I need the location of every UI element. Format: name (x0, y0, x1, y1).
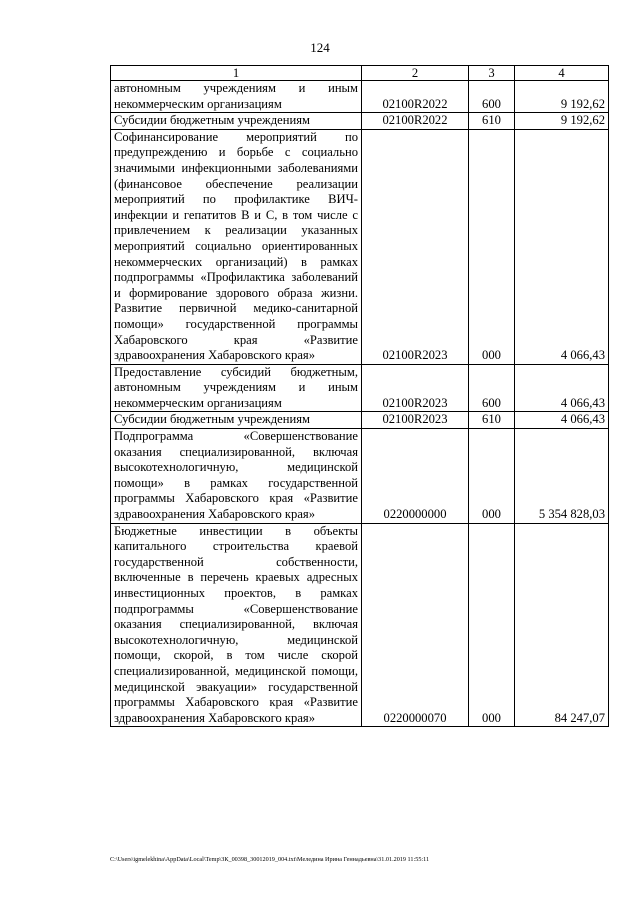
column-header-4: 4 (515, 66, 609, 81)
row-name: Бюджетные инвестиции в объекты капитального строительства краевой государственной собственности, включенные в перечень краевых адресных инвестиционных проектов, в рамках подпрограммы «Совершенствование оказания специализированной, включая высокотехнологичную, медицинской помощи, скорой, в том числе скорой специализированной, медицинской помощи, медицинской эвакуации» государственной программы Хабаровского края «Развитие здравоохранения Хабаровского края» (111, 523, 362, 727)
row-type: 000 (469, 129, 515, 364)
table-row (111, 523, 609, 727)
row-type: 610 (469, 113, 515, 130)
row-code: 02100R2023 (362, 364, 469, 412)
row-type: 000 (469, 429, 515, 524)
table-row (111, 81, 609, 113)
table-header-row (111, 66, 609, 81)
table-row (111, 412, 609, 429)
row-amount: 84 247,07 (515, 523, 609, 727)
row-name: Софинансирование мероприятий по предупреждению и борьбе с социально значимыми инфекционными заболеваниями (финансовое обеспечение реализации мероприятий по профилактике ВИЧ-инфекции и гепатитов В и С, в том числе с привлечением к реализации указанных мероприятий социально ориентированных некоммерческих организаций) в рамках подпрограммы «Профилактика заболеваний и формирование здорового образа жизни. Развитие первичной медико-санитарной помощи» государственной программы Хабаровского края «Развитие здравоохранения Хабаровского края» (111, 129, 362, 364)
row-name: Субсидии бюджетным учреждениям (111, 412, 362, 429)
column-header-1: 1 (111, 66, 362, 81)
row-amount: 5 354 828,03 (515, 429, 609, 524)
row-type: 000 (469, 523, 515, 727)
row-code: 02100R2022 (362, 81, 469, 113)
table-row (111, 364, 609, 412)
row-amount: 4 066,43 (515, 364, 609, 412)
table-row (111, 429, 609, 524)
row-name: автономным учреждениям и иным некоммерческим организациям (111, 81, 362, 113)
row-name: Предоставление субсидий бюджетным, автономным учреждениям и иным некоммерческим организациям (111, 364, 362, 412)
row-type: 600 (469, 364, 515, 412)
row-code: 02100R2023 (362, 129, 469, 364)
row-amount: 9 192,62 (515, 113, 609, 130)
row-amount: 4 066,43 (515, 412, 609, 429)
table-row (111, 129, 609, 364)
row-amount: 4 066,43 (515, 129, 609, 364)
row-name: Подпрограмма «Совершенствование оказания специализированной, включая высокотехнологичную, медицинской помощи» в рамках государственной программы Хабаровского края «Развитие здравоохранения Хабаровского края» (111, 429, 362, 524)
row-code: 0220000070 (362, 523, 469, 727)
row-code: 02100R2023 (362, 412, 469, 429)
table-row (111, 113, 609, 130)
row-type: 600 (469, 81, 515, 113)
row-type: 610 (469, 412, 515, 429)
row-amount: 9 192,62 (515, 81, 609, 113)
budget-table (110, 65, 609, 727)
column-header-2: 2 (362, 66, 469, 81)
row-name: Субсидии бюджетным учреждениям (111, 113, 362, 130)
page-number: 124 (310, 40, 330, 55)
row-code: 0220000000 (362, 429, 469, 524)
footer-file-path: C:\Users\igmelekhina\AppData\Local\Temp\ЗК_00398_30012019_004.txt\Меледина Ирина Геннадьевна\31.01.2019 11:55:11 (110, 856, 430, 863)
column-header-3: 3 (469, 66, 515, 81)
row-code: 02100R2022 (362, 113, 469, 130)
